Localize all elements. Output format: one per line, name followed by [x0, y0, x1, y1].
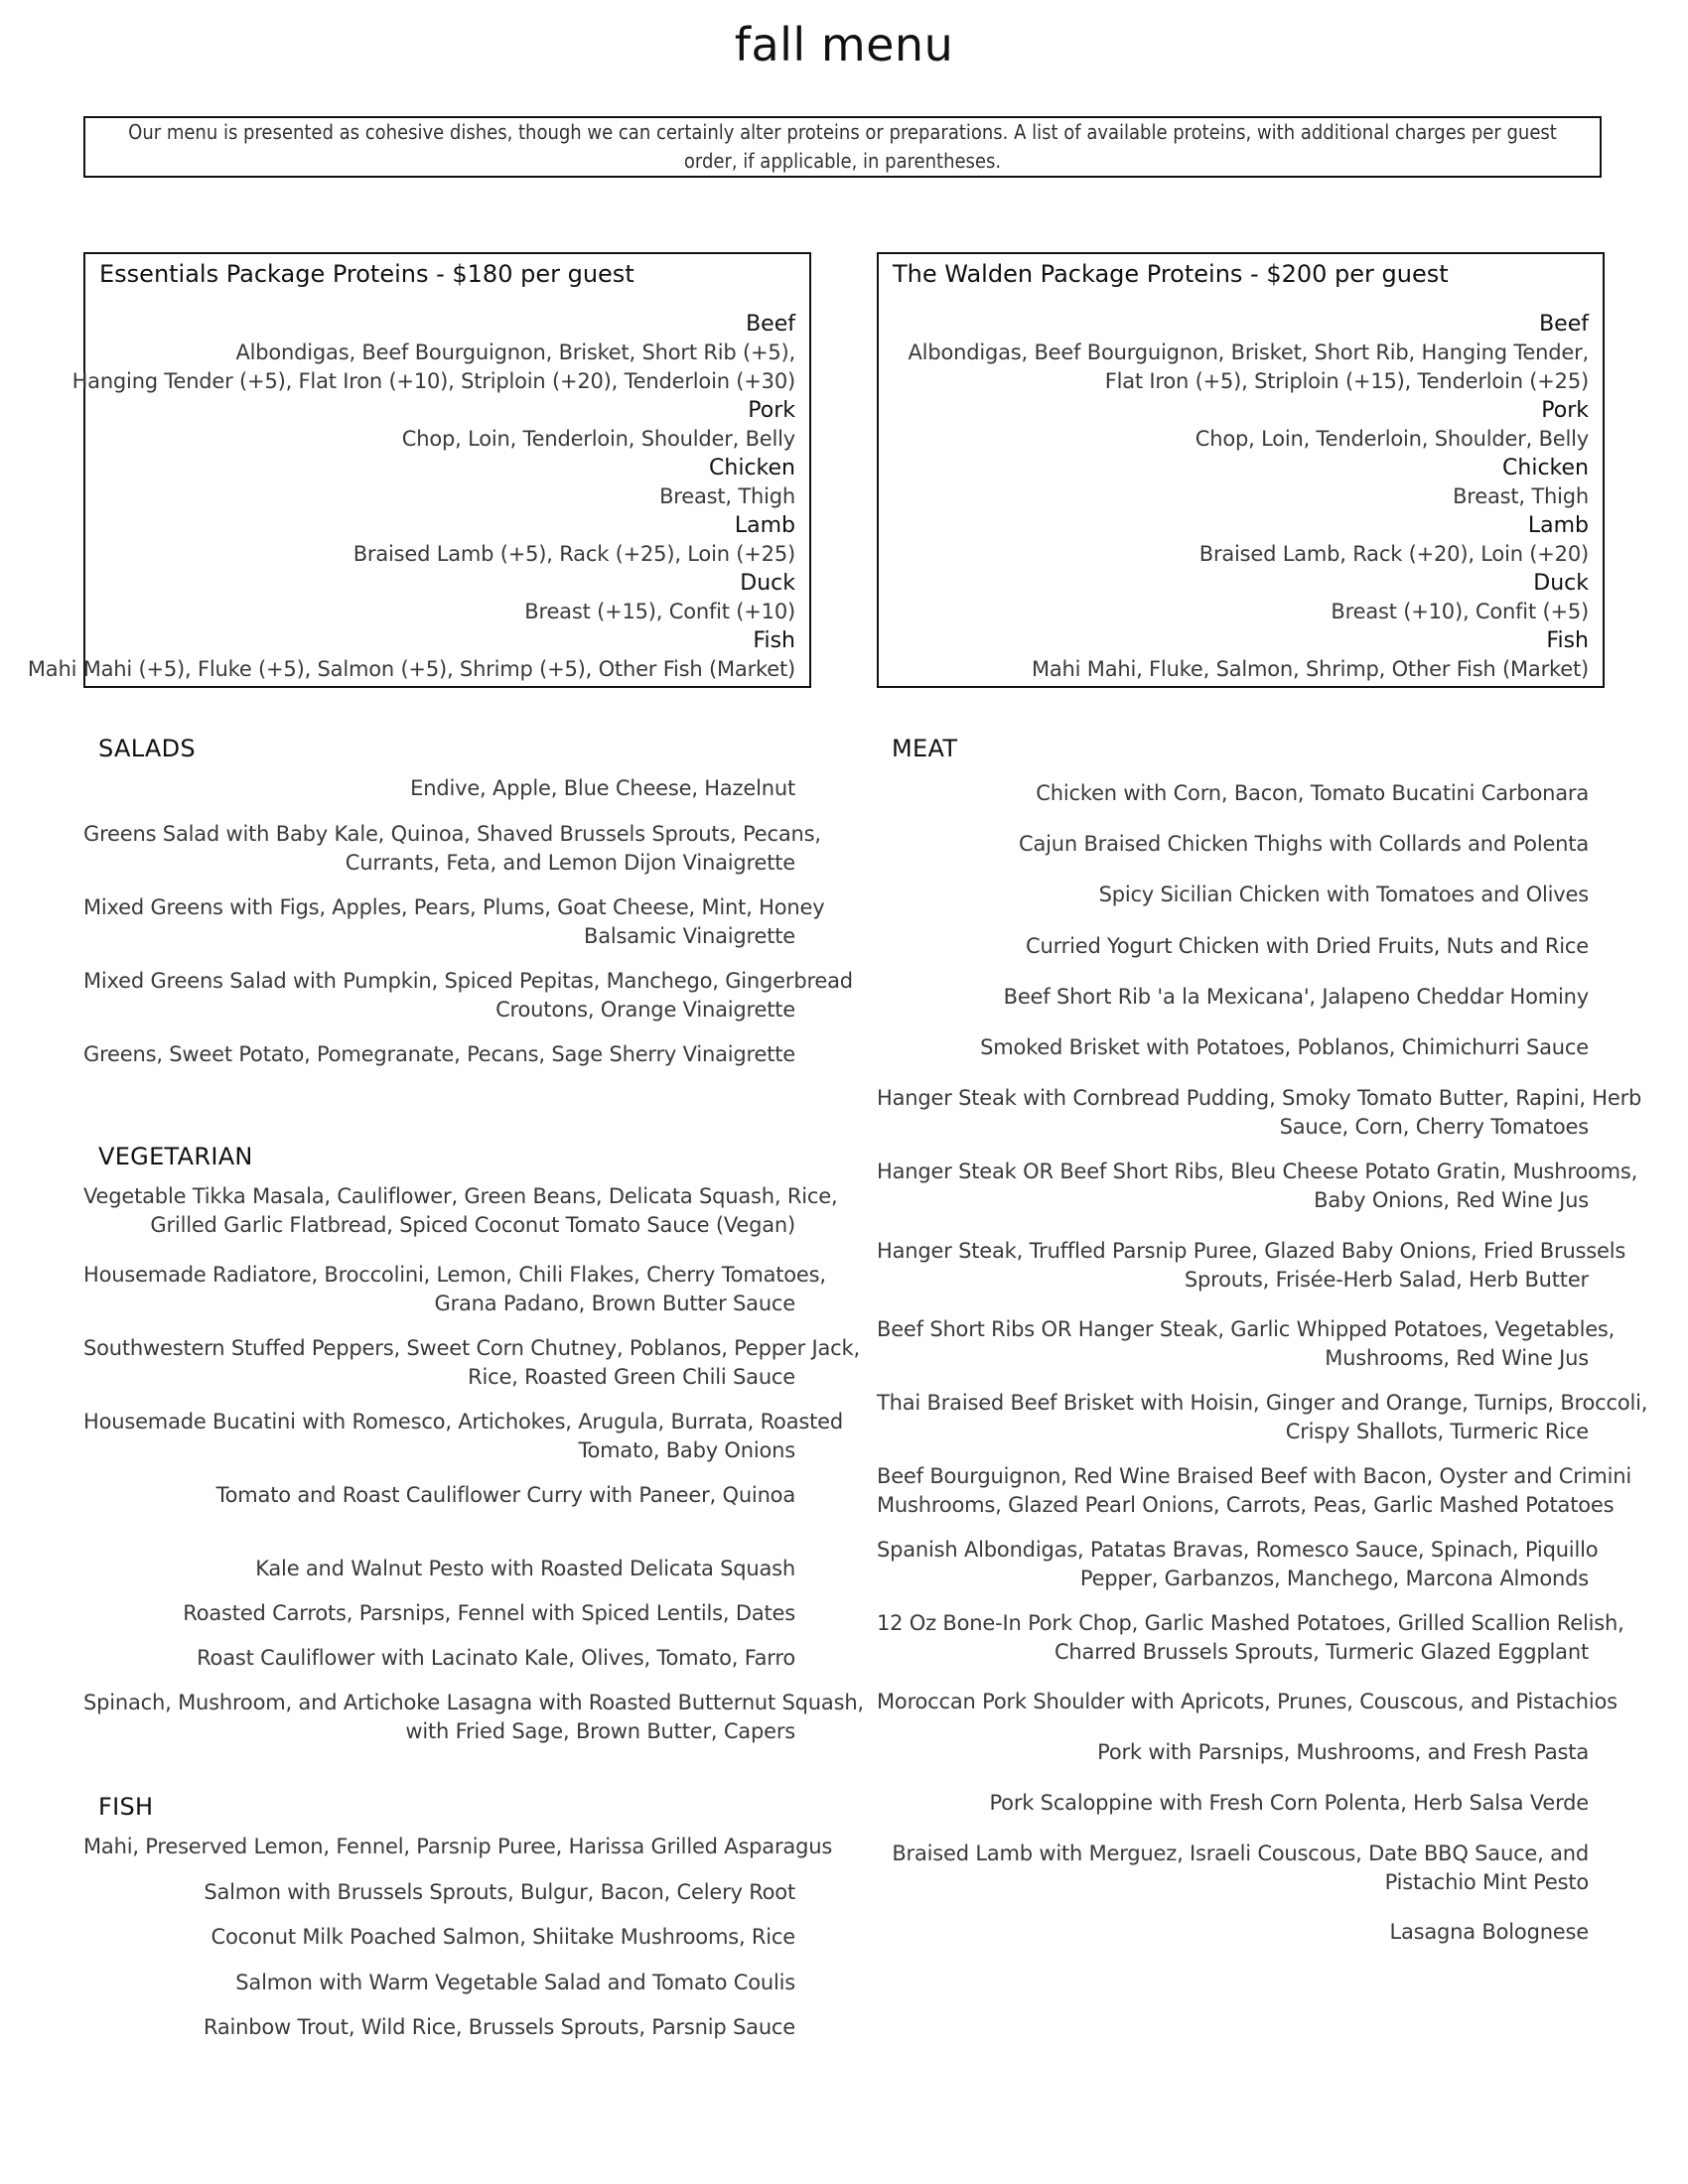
protein-category-lamb: Lamb — [1527, 513, 1589, 538]
intro-box — [83, 116, 1602, 178]
protein-options: Albondigas, Beef Bourguignon, Brisket, Short Rib, Hanging Tender, — [908, 341, 1589, 364]
protein-category-pork: Pork — [748, 398, 795, 423]
menu-item-line: Pepper, Garbanzos, Manchego, Marcona Almonds — [1079, 1567, 1589, 1590]
protein-options: Braised Lamb, Rack (+20), Loin (+20) — [1198, 542, 1589, 566]
protein-category-beef: Beef — [1539, 312, 1589, 337]
menu-item — [83, 1481, 795, 1510]
menu-item — [83, 2013, 795, 2042]
menu-item — [877, 1789, 1589, 1818]
menu-item — [83, 1408, 843, 1465]
menu-item-line: Mushrooms, Red Wine Jus — [1325, 1346, 1589, 1370]
menu-item — [83, 1878, 795, 1907]
menu-item-line: Mixed Greens with Figs, Apples, Pears, Plums, Goat Cheese, Mint, Honey — [83, 895, 825, 919]
menu-item-line: Tomato and Roast Cauliflower Curry with Paneer, Quinoa — [215, 1483, 795, 1507]
menu-item-line: Roast Cauliflower with Lacinato Kale, Olives, Tomato, Farro — [197, 1646, 795, 1670]
menu-item-line: Chicken with Corn, Bacon, Tomato Bucatini Carbonara — [1036, 781, 1589, 805]
menu-item-line: Pork Scaloppine with Fresh Corn Polenta, Herb Salsa Verde — [989, 1791, 1589, 1815]
menu-item — [877, 1609, 1624, 1667]
menu-item-line: Roasted Carrots, Parsnips, Fennel with Spiced Lentils, Dates — [183, 1601, 795, 1625]
menu-item — [83, 1689, 864, 1746]
menu-item — [877, 1033, 1589, 1062]
menu-item-line: Smoked Brisket with Potatoes, Poblanos, Chimichurri Sauce — [980, 1035, 1589, 1059]
menu-item — [83, 1644, 795, 1673]
meat-heading: MEAT — [892, 735, 958, 762]
menu-item-line: Rice, Roasted Green Chili Sauce — [468, 1365, 795, 1389]
menu-item-line: Beef Short Ribs OR Hanger Steak, Garlic Whipped Potatoes, Vegetables, — [877, 1317, 1616, 1341]
protein-options: Chop, Loin, Tenderloin, Shoulder, Belly — [401, 427, 795, 451]
menu-item — [877, 1688, 1618, 1716]
menu-item — [877, 1158, 1638, 1215]
salads-heading: SALADS — [98, 735, 196, 762]
protein-options: Albondigas, Beef Bourguignon, Brisket, Short Rib (+5), — [235, 341, 795, 364]
protein-options: Breast, Thigh — [659, 484, 795, 508]
menu-item-line: Greens Salad with Baby Kale, Quinoa, Shaved Brussels Sprouts, Pecans, — [83, 822, 821, 846]
menu-item — [877, 779, 1589, 808]
menu-item-line: Sprouts, Frisée-Herb Salad, Herb Butter — [1184, 1268, 1589, 1292]
menu-item-line: Crispy Shallots, Turmeric Rice — [1285, 1420, 1589, 1443]
menu-item-line: Curried Yogurt Chicken with Dried Fruits, Nuts and Rice — [1026, 934, 1589, 958]
menu-item — [877, 1084, 1642, 1142]
protein-category-duck: Duck — [740, 571, 795, 596]
menu-item — [83, 1555, 795, 1583]
protein-options: Breast (+15), Confit (+10) — [524, 600, 795, 623]
menu-item-line: Cajun Braised Chicken Thighs with Collards and Polenta — [1019, 832, 1589, 856]
menu-item-line: Thai Braised Beef Brisket with Hoisin, Ginger and Orange, Turnips, Broccoli, — [877, 1391, 1648, 1415]
menu-item-line: Mixed Greens Salad with Pumpkin, Spiced Pepitas, Manchego, Gingerbread — [83, 969, 853, 993]
menu-item — [83, 1969, 795, 1997]
menu-item — [83, 1923, 795, 1952]
menu-item-line: Tomato, Baby Onions — [578, 1438, 795, 1462]
protein-options: Chop, Loin, Tenderloin, Shoulder, Belly — [1195, 427, 1589, 451]
menu-item — [877, 1738, 1589, 1767]
protein-options: Mahi Mahi (+5), Fluke (+5), Salmon (+5), Shrimp (+5), Other Fish (Market) — [27, 657, 795, 681]
menu-item-line: Greens, Sweet Potato, Pomegranate, Pecans, Sage Sherry Vinaigrette — [83, 1042, 795, 1066]
menu-item-line: Kale and Walnut Pesto with Roasted Delicata Squash — [255, 1557, 795, 1580]
page-title: fall menu — [734, 18, 954, 71]
menu-item — [877, 1840, 1589, 1897]
menu-item-line: Croutons, Orange Vinaigrette — [495, 998, 795, 1022]
protein-category-chicken: Chicken — [1502, 456, 1589, 480]
menu-item-line: Housemade Bucatini with Romesco, Artichokes, Arugula, Burrata, Roasted — [83, 1410, 843, 1433]
menu-item — [83, 1040, 795, 1069]
menu-item-line: Pistachio Mint Pesto — [1384, 1870, 1589, 1894]
menu-item — [83, 1182, 838, 1240]
walden-protein-list — [909, 310, 1589, 684]
menu-item-line: Hanger Steak OR Beef Short Ribs, Bleu Cheese Potato Gratin, Mushrooms, — [877, 1160, 1638, 1183]
fish-heading: FISH — [98, 1793, 154, 1821]
menu-item-line: Southwestern Stuffed Peppers, Sweet Corn Chutney, Poblanos, Pepper Jack, — [83, 1336, 860, 1360]
menu-item — [877, 932, 1589, 961]
menu-item — [877, 1918, 1589, 1947]
protein-category-fish: Fish — [1546, 628, 1589, 653]
menu-item-line: 12 Oz Bone-In Pork Chop, Garlic Mashed Potatoes, Grilled Scallion Relish, — [877, 1611, 1624, 1635]
menu-item — [83, 967, 853, 1024]
menu-item-line: Vegetable Tikka Masala, Cauliflower, Green Beans, Delicata Squash, Rice, — [83, 1184, 838, 1208]
menu-item-line: Braised Lamb with Merguez, Israeli Couscous, Date BBQ Sauce, and — [892, 1842, 1589, 1865]
protein-category-pork: Pork — [1541, 398, 1589, 423]
menu-item-line: Coconut Milk Poached Salmon, Shiitake Mushrooms, Rice — [211, 1925, 795, 1949]
menu-item-line: Rainbow Trout, Wild Rice, Brussels Sprouts, Parsnip Sauce — [203, 2015, 795, 2039]
menu-item — [83, 1261, 826, 1318]
menu-item-line: Salmon with Warm Vegetable Salad and Tomato Coulis — [235, 1971, 795, 1994]
menu-item-line: Balsamic Vinaigrette — [584, 924, 795, 948]
protein-category-lamb: Lamb — [734, 513, 795, 538]
walden-package-box — [877, 252, 1605, 688]
menu-item-line: Spicy Sicilian Chicken with Tomatoes and Olives — [1098, 883, 1589, 906]
menu-item-line: Mahi, Preserved Lemon, Fennel, Parsnip Puree, Harissa Grilled Asparagus — [83, 1835, 833, 1858]
menu-item — [83, 1599, 795, 1628]
menu-item-line: Moroccan Pork Shoulder with Apricots, Prunes, Couscous, and Pistachios — [877, 1690, 1618, 1713]
protein-options: Mahi Mahi, Fluke, Salmon, Shrimp, Other Fish (Market) — [1031, 657, 1589, 681]
menu-item — [877, 830, 1589, 859]
protein-category-fish: Fish — [753, 628, 795, 653]
menu-item-line: Charred Brussels Sprouts, Turmeric Glazed Eggplant — [1054, 1640, 1589, 1664]
protein-options: Flat Iron (+5), Striploin (+15), Tenderloin (+25) — [1104, 369, 1589, 393]
menu-item — [877, 983, 1589, 1012]
menu-item-line: Housemade Radiatore, Broccolini, Lemon, Chili Flakes, Cherry Tomatoes, — [83, 1263, 826, 1287]
walden-package-title: The Walden Package Proteins - $200 per guest — [893, 260, 1449, 288]
menu-item-line: Currants, Feta, and Lemon Dijon Vinaigrette — [345, 851, 795, 875]
menu-item-line: Endive, Apple, Blue Cheese, Hazelnut — [410, 776, 795, 800]
menu-item-line: Grana Padano, Brown Butter Sauce — [434, 1292, 795, 1315]
menu-item-line: Spanish Albondigas, Patatas Bravas, Romesco Sauce, Spinach, Piquillo — [877, 1538, 1599, 1562]
menu-item-line: Hanger Steak, Truffled Parsnip Puree, Glazed Baby Onions, Fried Brussels — [877, 1239, 1626, 1263]
essentials-protein-list — [28, 310, 795, 684]
protein-category-beef: Beef — [746, 312, 795, 337]
menu-item-line: Salmon with Brussels Sprouts, Bulgur, Bacon, Celery Root — [204, 1880, 795, 1904]
menu-item — [83, 893, 825, 951]
menu-item — [877, 1462, 1631, 1520]
protein-options: Braised Lamb (+5), Rack (+25), Loin (+25) — [352, 542, 795, 566]
menu-item-line: Pork with Parsnips, Mushrooms, and Fresh Pasta — [1097, 1740, 1589, 1764]
menu-item — [877, 1536, 1599, 1593]
essentials-package-box — [27, 252, 811, 688]
protein-category-chicken: Chicken — [709, 456, 795, 480]
essentials-package-title: Essentials Package Proteins - $180 per guest — [99, 260, 634, 288]
protein-category-duck: Duck — [1533, 571, 1589, 596]
menu-item — [877, 1237, 1626, 1295]
menu-item — [83, 820, 821, 878]
menu-item — [83, 1334, 860, 1392]
protein-options: Hanging Tender (+5), Flat Iron (+10), Striploin (+20), Tenderloin (+30) — [71, 369, 795, 393]
vegetarian-heading: VEGETARIAN — [98, 1143, 253, 1170]
menu-item-line: Baby Onions, Red Wine Jus — [1314, 1188, 1589, 1212]
menu-item-line: Beef Bourguignon, Red Wine Braised Beef with Bacon, Oyster and Crimini — [877, 1464, 1631, 1488]
menu-item-line: with Fried Sage, Brown Butter, Capers — [405, 1719, 795, 1743]
menu-item-line: Hanger Steak with Cornbread Pudding, Smoky Tomato Butter, Rapini, Herb — [877, 1086, 1642, 1110]
menu-item — [877, 1389, 1648, 1446]
menu-item-line: Beef Short Rib 'a la Mexicana', Jalapeno Cheddar Hominy — [1003, 985, 1589, 1009]
menu-item-line: Spinach, Mushroom, and Artichoke Lasagna with Roasted Butternut Squash, — [83, 1691, 864, 1714]
menu-item-line: Mushrooms, Glazed Pearl Onions, Carrots, Peas, Garlic Mashed Potatoes — [877, 1493, 1615, 1517]
menu-item — [83, 774, 795, 803]
menu-item-line: Sauce, Corn, Cherry Tomatoes — [1279, 1115, 1589, 1139]
intro-text: Our menu is presented as cohesive dishes, though we can certainly alter proteins or preparations. A list of available proteins, with additional charges per guest order, if applicable, in parentheses. — [128, 120, 1557, 173]
menu-item — [877, 881, 1589, 909]
menu-item — [877, 1315, 1616, 1373]
protein-options: Breast, Thigh — [1453, 484, 1589, 508]
menu-item — [83, 1833, 833, 1861]
protein-options: Breast (+10), Confit (+5) — [1331, 600, 1589, 623]
menu-item-line: Grilled Garlic Flatbread, Spiced Coconut Tomato Sauce (Vegan) — [150, 1213, 795, 1237]
menu-item-line: Lasagna Bolognese — [1389, 1920, 1589, 1944]
